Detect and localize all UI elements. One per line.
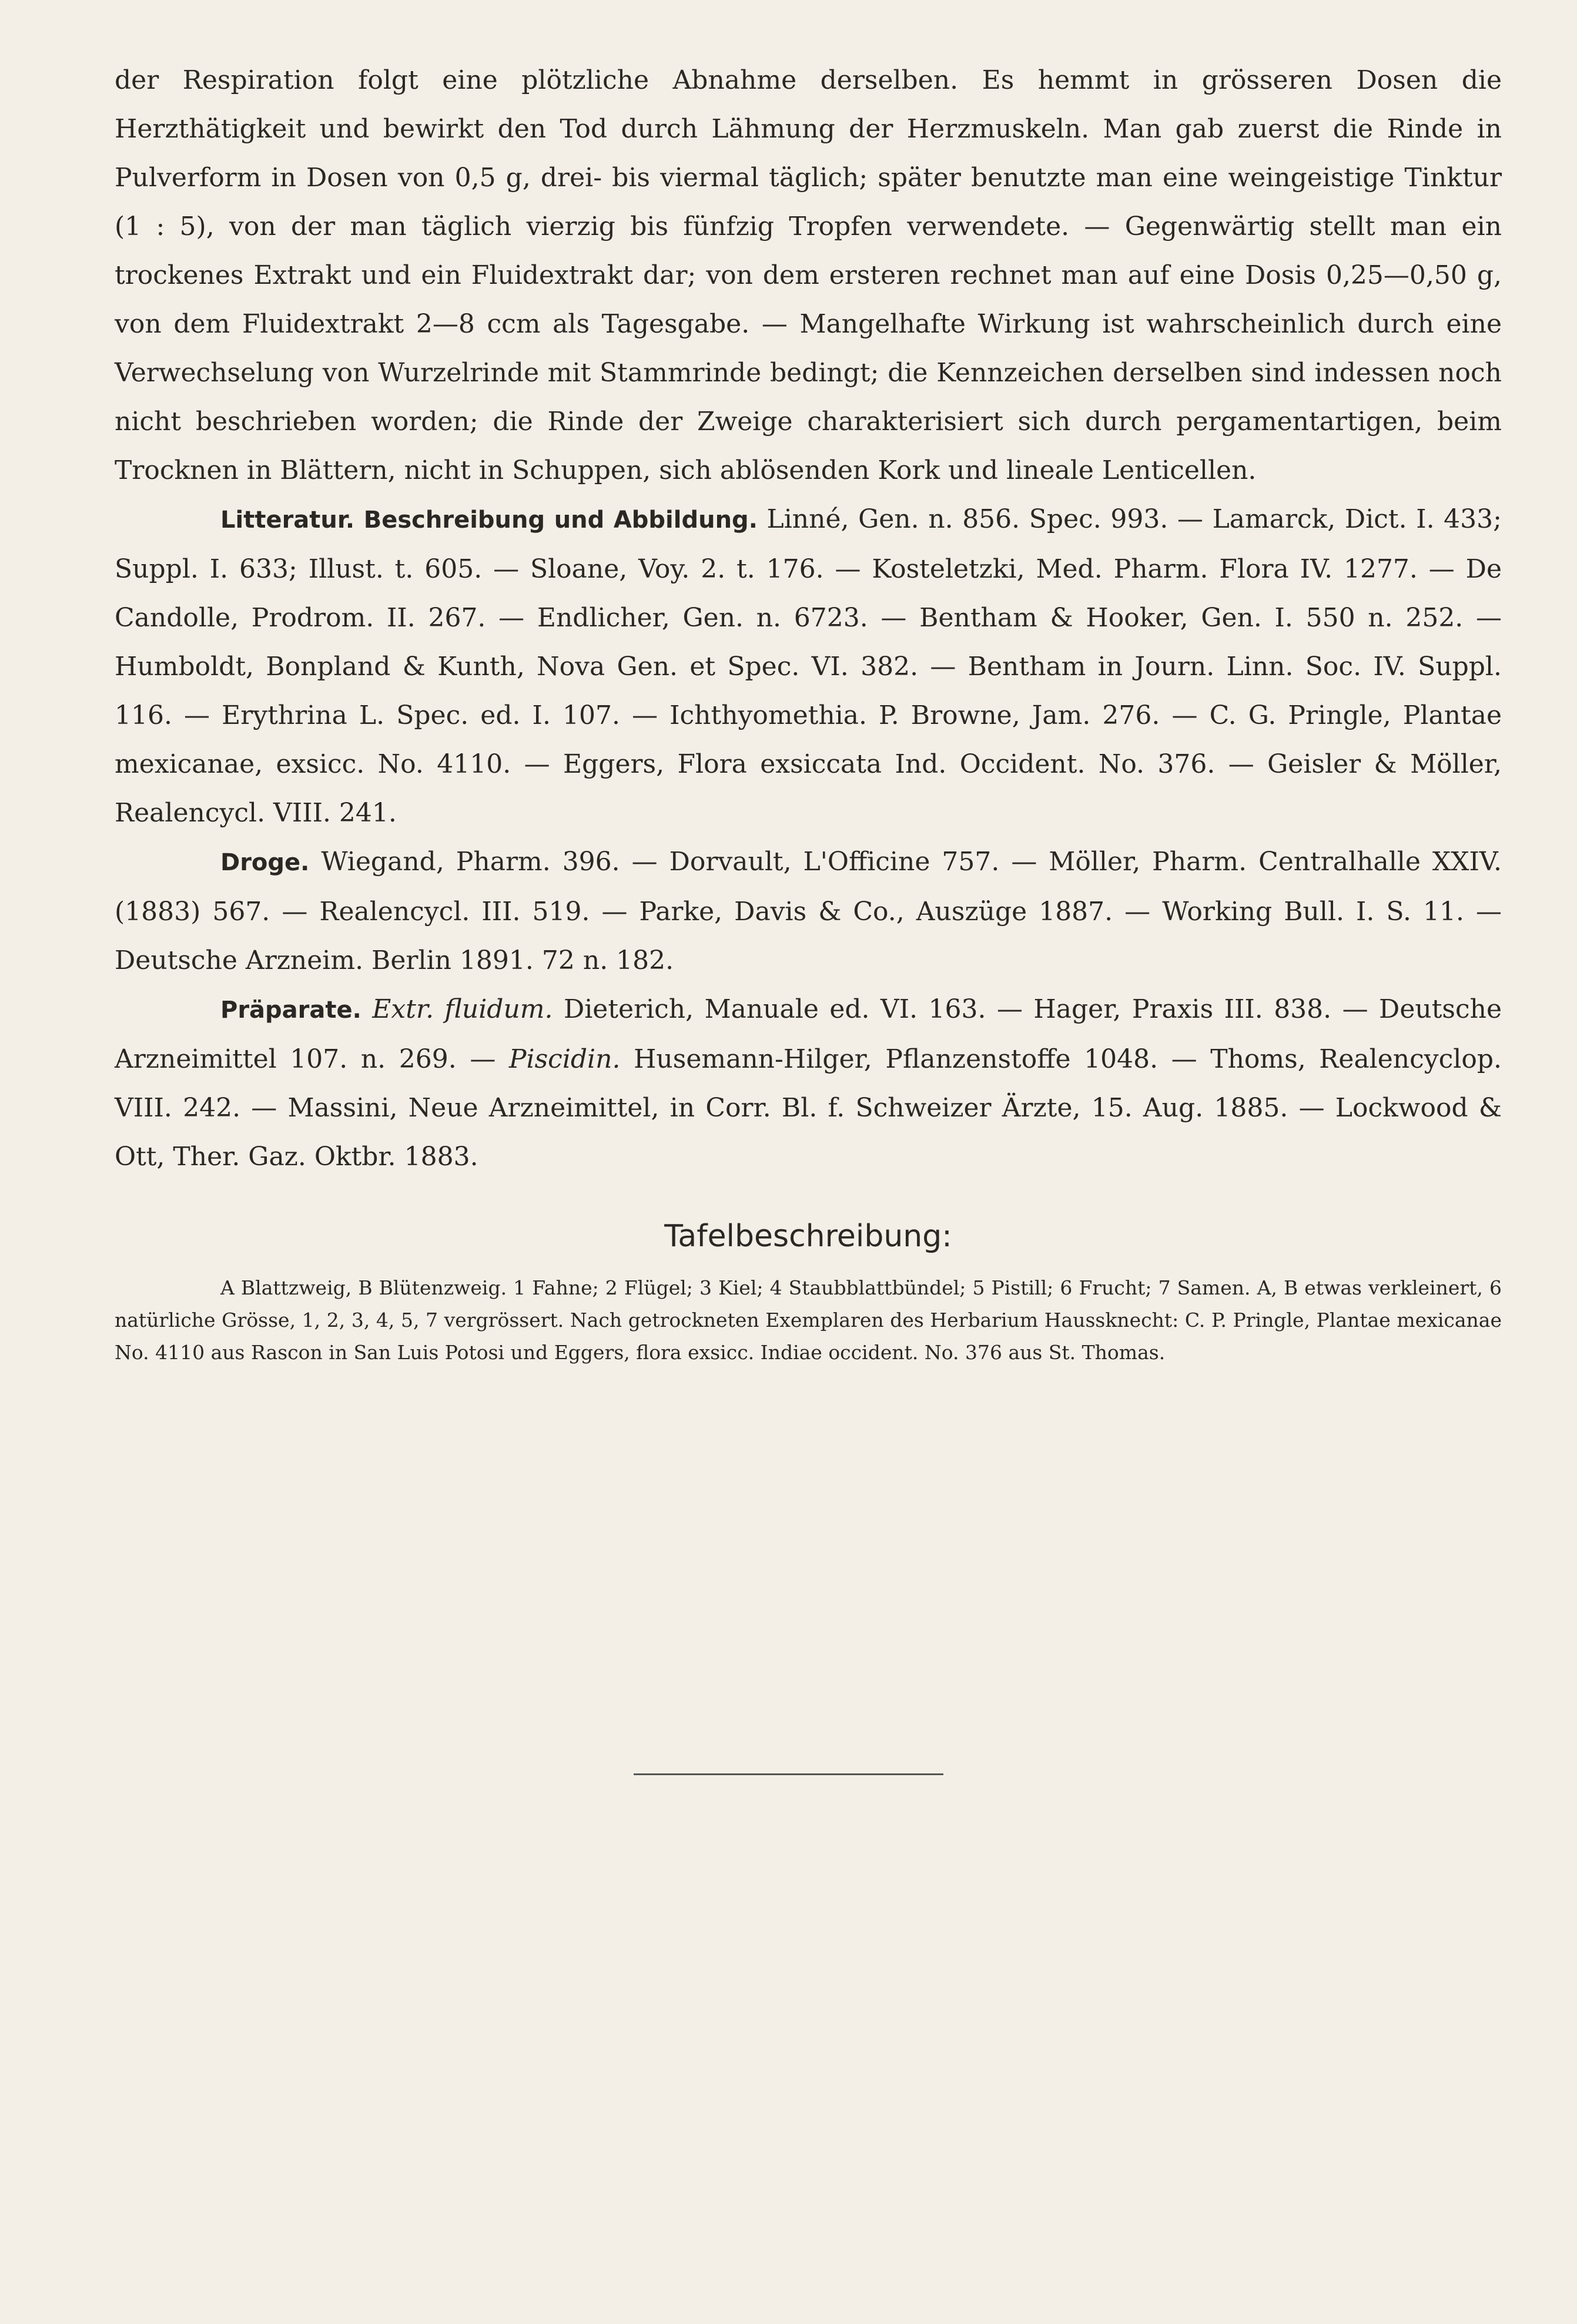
litteratur-text: Linné, Gen. n. 856. Spec. 993. — Lamarck, Dict. I. 433; Suppl. I. 633; Illust. t. 605. — Sloane, Voy. 2. t. 176. — Kosteletzki, Med. Pharm. Flora IV. 1277. — De Candolle, Prodrom. II. 267. — Endlicher, Gen. n. 6723. — Bentham & Hooker, Gen. I. 550 n. 252. — Humboldt, Bonpland & Kunth, Nova Gen. et Spec. VI. 382. — Bentham in Journ. Linn. Soc. IV. Suppl. 116. — Erythrina L. Spec. ed. I. 107. — Ichthyomethia. P. Browne, Jam. 276. — C. G. Pringle, Plantae mexicanae, exsicc. No. 4110. — Eggers, Flora exsiccata Ind. Occident. No. 376. — Geisler & Möller, Realencycl. VIII. 241. (115, 504, 1502, 828)
page-body (115, 56, 1502, 1369)
praeparate-label: Präparate. (220, 997, 361, 1024)
praeparate-text-1: Dieterich, Manuale ed. VI. 163. — Hager, Praxis III. 838. — Deutsche Arzneimittel 107. n. 269. — (115, 994, 1502, 1074)
closing-rule (634, 1773, 943, 1775)
droge-text: Wiegand, Pharm. 396. — Dorvault, L'Officine 757. — Möller, Pharm. Centralhalle XXIV. (1883) 567. — Realencycl. III. 519. — Parke, Davis & Co., Auszüge 1887. — Working Bull. I. S. 11. — Deutsche Arzneim. Berlin 1891. 72 n. 182. (115, 847, 1502, 975)
tafel-title: Tafelbeschreibung: (664, 1219, 952, 1254)
praeparate-italic-1: Extr. fluidum. (372, 994, 553, 1024)
droge-section (115, 837, 1502, 985)
litteratur-section (115, 495, 1502, 837)
praeparate-section (115, 985, 1502, 1181)
droge-label: Droge. (220, 849, 310, 876)
praeparate-italic-2: Piscidin. (508, 1044, 621, 1074)
praeparate-text-2: Husemann-Hilger, Pflanzenstoffe 1048. — Thoms, Realencyclop. VIII. 242. — Massini, Neue Arzneimittel, in Corr. Bl. f. Schweizer Ärzte, 15. Aug. 1885. — Lockwood & Ott, Ther. Gaz. Oktbr. 1883. (115, 1044, 1502, 1172)
litteratur-label: Litteratur. (220, 507, 355, 534)
tafel-text: A Blattzweig, B Blütenzweig. 1 Fahne; 2 Flügel; 3 Kiel; 4 Staubblattbündel; 5 Pistill; 6 Frucht; 7 Samen. A, B etwas verkleinert, 6 natürliche Grösse, 1, 2, 3, 4, 5, 7 vergrössert. Nach getrockneten Exemplaren des Herbarium Haussknecht: C. P. Pringle, Plantae mexicanae No. 4110 aus Rascon in San Luis Potosi und Eggers, flora exsicc. Indiae occident. No. 376 aus St. Thomas. (115, 1276, 1502, 1364)
litteratur-sublabel: Beschreibung und Abbildung. (363, 507, 758, 534)
intro-paragraph: der Respiration folgt eine plötzliche Abnahme derselben. Es hemmt in grösseren Dosen die Herzthätigkeit und bewirkt den Tod durch Lähmung der Herzmuskeln. Man gab zuerst die Rinde in Pulverform in Dosen von 0,5 g, drei- bis viermal täglich; später benutzte man eine weingeistige Tinktur (1 : 5), von der man täglich vierzig bis fünfzig Tropfen verwendete. — Gegenwärtig stellt man ein trockenes Extrakt und ein Fluidextrakt dar; von dem ersteren rechnet man auf eine Dosis 0,25—0,50 g, von dem Fluidextrakt 2—8 ccm als Tagesgabe. — Mangelhafte Wirkung ist wahrscheinlich durch eine Verwechselung von Wurzelrinde mit Stammrinde bedingt; die Kennzeichen derselben sind indessen noch nicht beschrieben worden; die Rinde der Zweige charakterisiert sich durch pergamentartigen, beim Trocknen in Blättern, nicht in Schuppen, sich ablösenden Kork und lineale Lenticellen. (115, 65, 1502, 485)
